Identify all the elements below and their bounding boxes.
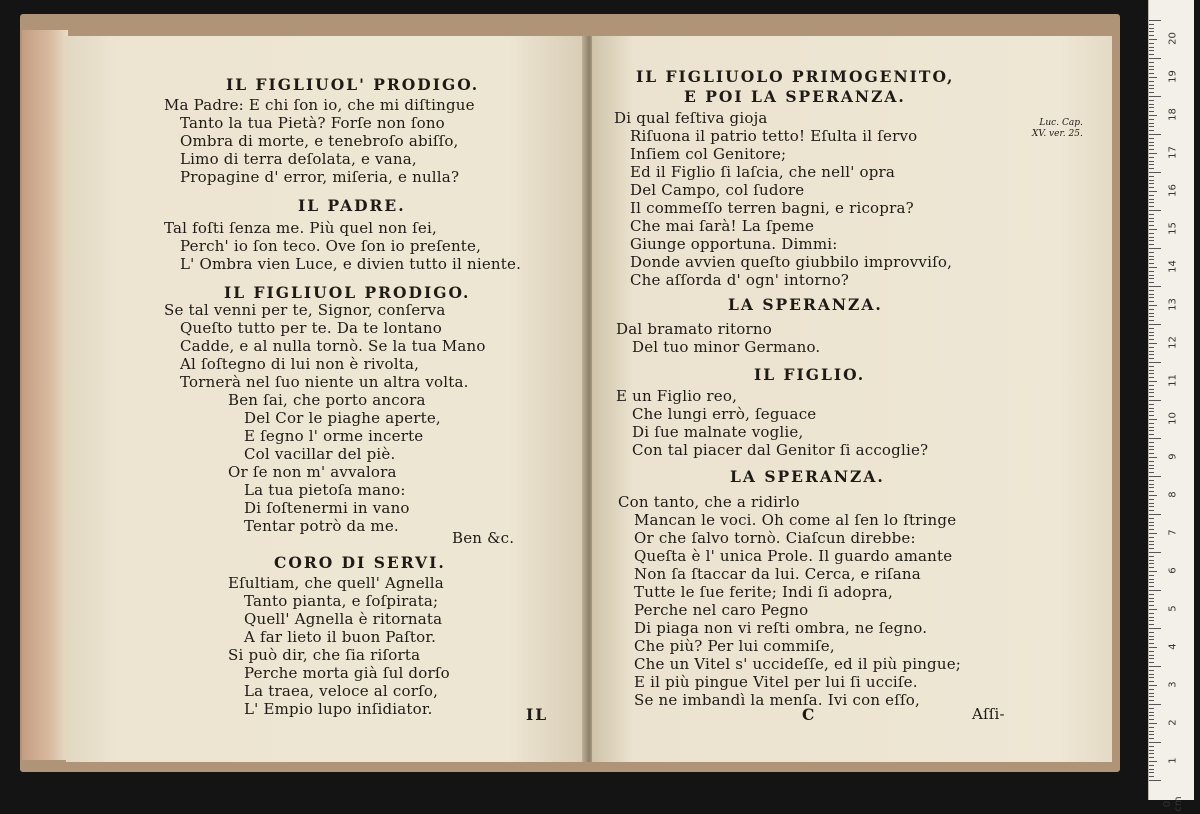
ruler-tick [1149, 157, 1154, 158]
ruler-tick [1149, 335, 1154, 336]
ruler-tick [1149, 389, 1154, 390]
verse-line: Tentar potrò da me. [244, 517, 399, 535]
ruler-tick [1149, 267, 1157, 268]
ruler-number: 5 [1167, 605, 1179, 612]
ruler-tick [1149, 408, 1154, 409]
heading-line: IL FIGLIUOL' PRODIGO. [226, 75, 480, 94]
ruler-tick [1149, 343, 1157, 344]
ruler-tick [1149, 582, 1154, 583]
ruler-tick [1149, 727, 1154, 728]
verse-line: Riſuona il patrio tetto! Eſulta il ſervo [630, 127, 918, 145]
ruler-tick [1149, 107, 1154, 108]
ruler-number: 6 [1167, 567, 1179, 574]
margin-note-line-2: XV. ver. 25. [1032, 129, 1083, 139]
heading-line: IL FIGLIUOL PRODIGO. [224, 283, 471, 302]
ruler-tick [1149, 43, 1154, 44]
verse-line: Il commeſſo terren bagni, e ricopra? [630, 199, 914, 217]
ruler-tick [1149, 430, 1154, 431]
ruler-tick [1149, 199, 1154, 200]
ruler-tick [1149, 457, 1157, 458]
ruler-tick [1149, 259, 1154, 260]
left-page [66, 36, 586, 762]
ruler-tick [1149, 183, 1154, 184]
ruler-tick [1149, 282, 1154, 283]
ruler-tick [1149, 529, 1154, 530]
verse-line: Che aſſorda d' ogn' intorno? [630, 271, 850, 289]
ruler-tick [1149, 233, 1154, 234]
ruler-tick [1149, 218, 1154, 219]
ruler-number: 17 [1167, 146, 1179, 159]
ruler-tick [1149, 400, 1161, 401]
verse-line: Di qual feſtiva gioja [614, 109, 768, 127]
ruler-tick [1149, 757, 1154, 758]
ruler-tick [1149, 153, 1157, 154]
ruler-tick [1149, 366, 1154, 367]
ruler-number: 1 [1167, 757, 1179, 764]
ruler-tick [1149, 738, 1154, 739]
ruler-tick [1149, 449, 1154, 450]
ruler-tick [1149, 533, 1157, 534]
ruler-tick [1149, 126, 1154, 127]
ruler-tick [1149, 354, 1154, 355]
verse-line: Eſultiam, che quell' Agnella [228, 574, 444, 592]
ruler-tick [1149, 499, 1154, 500]
ruler-tick [1149, 548, 1154, 549]
ruler-tick [1149, 674, 1154, 675]
ruler-tick [1149, 442, 1154, 443]
cover-edge [22, 30, 68, 760]
verse-line: Ben &c. [452, 529, 515, 547]
ruler-tick [1149, 415, 1154, 416]
ruler-tick [1149, 666, 1161, 667]
ruler-tick [1149, 419, 1157, 420]
verse-line: Di ſoſtenermi in vano [244, 499, 410, 517]
verse-line: Che un Vitel s' uccideſſe, ed il più pingue; [634, 655, 962, 673]
ruler-tick [1149, 628, 1161, 629]
ruler-tick [1149, 423, 1154, 424]
verse-line: L' Empio lupo inſidiator. [244, 700, 433, 718]
ruler-tick [1149, 624, 1154, 625]
ruler-tick [1149, 700, 1154, 701]
ruler-tick [1149, 662, 1154, 663]
ruler-tick [1149, 176, 1154, 177]
ruler-tick [1149, 305, 1157, 306]
ruler-number: 0 cm [1162, 796, 1184, 812]
ruler-tick [1149, 123, 1154, 124]
ruler-tick [1149, 225, 1154, 226]
ruler-tick [1149, 100, 1154, 101]
verse-line: Perch' io ſon teco. Ove ſon io preſente, [180, 237, 482, 255]
ruler-tick [1149, 639, 1154, 640]
heading-line: LA SPERANZA. [728, 295, 883, 314]
ruler-tick [1149, 556, 1154, 557]
ruler-tick [1149, 765, 1154, 766]
ruler-tick [1149, 438, 1161, 439]
ruler-tick [1149, 651, 1154, 652]
ruler-tick [1149, 708, 1154, 709]
ruler-tick [1149, 309, 1154, 310]
verse-line: Se ne imbandì la menſa. Ivi con eſſo, [634, 691, 920, 709]
verse-line: Aſſi- [972, 705, 1005, 723]
ruler-tick [1149, 761, 1157, 762]
ruler-tick [1149, 221, 1154, 222]
ruler-tick [1149, 351, 1154, 352]
verse-line: Queſta è l' unica Prole. Il guardo amante [634, 547, 953, 565]
ruler-tick [1149, 647, 1157, 648]
ruler-tick [1149, 130, 1154, 131]
heading-line: IL PADRE. [298, 196, 406, 215]
ruler-number: 11 [1167, 374, 1179, 387]
verse-line: Del tuo minor Germano. [632, 338, 821, 356]
ruler-tick [1149, 240, 1154, 241]
verse-line: Tornerà nel ſuo niente un altra volta. [180, 373, 469, 391]
ruler-tick [1149, 85, 1154, 86]
verse-line: Tanto pianta, e ſoſpirata; [244, 592, 439, 610]
ruler-tick [1149, 66, 1154, 67]
ruler-tick [1149, 734, 1154, 735]
ruler-tick [1149, 237, 1154, 238]
verse-line: Mancan le voci. Oh come al ſen lo ſtringe [634, 511, 957, 529]
verse-line: Donde avvien queſto giubbilo improvviſo, [630, 253, 953, 271]
ruler-tick [1149, 275, 1154, 276]
ruler-number: 15 [1167, 222, 1179, 235]
ruler-tick [1149, 772, 1154, 773]
ruler-tick [1149, 20, 1161, 21]
ruler-number: 13 [1167, 298, 1179, 311]
ruler-tick [1149, 252, 1154, 253]
heading-line: IL FIGLIO. [754, 365, 866, 384]
ruler-tick [1149, 575, 1154, 576]
verse-line: A far lieto il buon Paſtor. [244, 628, 437, 646]
ruler-tick [1149, 780, 1161, 781]
ruler-tick [1149, 525, 1154, 526]
ruler-tick [1149, 579, 1154, 580]
ruler-tick [1149, 142, 1154, 143]
ruler-tick [1149, 472, 1154, 473]
ruler-tick [1149, 256, 1154, 257]
ruler-tick [1149, 210, 1161, 211]
verse-line: Del Cor le piaghe aperte, [244, 409, 441, 427]
heading-line: E POI LA SPERANZA. [684, 87, 906, 106]
ruler-tick [1149, 541, 1154, 542]
ruler-tick [1149, 138, 1154, 139]
verse-line: Del Campo, col ſudore [630, 181, 805, 199]
ruler-tick [1149, 145, 1154, 146]
verse-line: Ben ſai, che porto ancora [228, 391, 426, 409]
ruler-tick [1149, 39, 1157, 40]
ruler-tick [1149, 392, 1154, 393]
ruler-tick [1149, 480, 1154, 481]
ruler-tick [1149, 180, 1154, 181]
ruler-tick [1149, 468, 1154, 469]
verse-line: Che più? Per lui commiſe, [634, 637, 835, 655]
ruler-tick [1149, 617, 1154, 618]
ruler-tick [1149, 77, 1157, 78]
ruler-tick [1149, 172, 1161, 173]
heading-line: IL FIGLIUOLO PRIMOGENITO, [636, 67, 955, 86]
ruler-tick [1149, 689, 1154, 690]
ruler-tick [1149, 313, 1154, 314]
verse-line: Tal foſti ſenza me. Più quel non ſei, [164, 219, 437, 237]
ruler-tick [1149, 753, 1154, 754]
ruler-tick [1149, 81, 1154, 82]
ruler-tick [1149, 491, 1154, 492]
verse-line: E un Figlio reo, [616, 387, 738, 405]
ruler-tick [1149, 328, 1154, 329]
verse-line: Ombra di morte, e tenebroſo abiſſo, [180, 132, 459, 150]
ruler-tick [1149, 195, 1154, 196]
ruler-tick [1149, 358, 1154, 359]
ruler-tick [1149, 719, 1154, 720]
heading-line: C [802, 705, 817, 724]
ruler-tick [1149, 286, 1161, 287]
verse-line: Se tal venni per te, Signor, conſerva [164, 301, 446, 319]
ruler-tick [1149, 712, 1154, 713]
ruler-number: 9 [1167, 453, 1179, 460]
heading-line: CORO DI SERVI. [274, 553, 446, 572]
ruler-tick [1149, 92, 1154, 93]
ruler-tick [1149, 681, 1154, 682]
verse-line: Dal bramato ritorno [616, 320, 772, 338]
ruler-tick [1149, 248, 1161, 249]
heading-line: IL [526, 705, 549, 724]
heading-line: LA SPERANZA. [730, 467, 885, 486]
ruler-tick [1149, 609, 1157, 610]
measurement-ruler [1148, 0, 1194, 812]
ruler-tick [1149, 88, 1154, 89]
ruler-tick [1149, 598, 1154, 599]
verse-line: Propagine d' error, miſeria, e nulla? [180, 168, 460, 186]
ruler-tick [1149, 373, 1154, 374]
ruler-tick [1149, 461, 1154, 462]
ruler-tick [1149, 643, 1154, 644]
ruler-tick [1149, 290, 1154, 291]
verse-line: Perche morta già ſul dorſo [244, 664, 450, 682]
ruler-tick [1149, 544, 1154, 545]
ruler-tick [1149, 446, 1154, 447]
verse-line: Di piaga non vi reſti ombra, ne ſegno. [634, 619, 928, 637]
ruler-tick [1149, 503, 1154, 504]
ruler-tick [1149, 134, 1161, 135]
margin-note [1032, 118, 1083, 140]
ruler-tick [1149, 723, 1157, 724]
ruler-tick [1149, 552, 1161, 553]
ruler-tick [1149, 670, 1154, 671]
ruler-tick [1149, 301, 1154, 302]
ruler-tick [1149, 58, 1161, 59]
ruler-number: 14 [1167, 260, 1179, 273]
ruler-tick [1149, 776, 1154, 777]
ruler-tick [1149, 347, 1154, 348]
ruler-tick [1149, 514, 1161, 515]
verse-line: Di ſue malnate voglie, [632, 423, 804, 441]
verse-line: Tutte le ſue ferite; Indi ſi adopra, [634, 583, 893, 601]
ruler-tick [1149, 54, 1154, 55]
ruler-tick [1149, 214, 1154, 215]
ruler-tick [1149, 655, 1154, 656]
ruler-tick [1149, 427, 1154, 428]
ruler-tick [1149, 385, 1154, 386]
ruler-tick [1149, 115, 1157, 116]
ruler-tick [1149, 506, 1154, 507]
ruler-number: 3 [1167, 681, 1179, 688]
ruler-tick [1149, 73, 1154, 74]
ruler-tick [1149, 769, 1154, 770]
verse-line: Quell' Agnella è ritornata [244, 610, 443, 628]
ruler-tick [1149, 168, 1154, 169]
ruler-tick [1149, 476, 1161, 477]
verse-line: La traea, veloce al corſo, [244, 682, 439, 700]
ruler-tick [1149, 537, 1154, 538]
ruler-tick [1149, 522, 1154, 523]
ruler-tick [1149, 613, 1154, 614]
ruler-tick [1149, 339, 1154, 340]
ruler-number: 7 [1167, 529, 1179, 536]
ruler-number: 4 [1167, 643, 1179, 650]
verse-line: Si può dir, che ſia riſorta [228, 646, 421, 664]
ruler-tick [1149, 465, 1154, 466]
ruler-tick [1149, 96, 1161, 97]
ruler-tick [1149, 567, 1154, 568]
ruler-tick [1149, 28, 1154, 29]
ruler-tick [1149, 31, 1154, 32]
ruler-tick [1149, 560, 1154, 561]
ruler-tick [1149, 594, 1154, 595]
ruler-tick [1149, 487, 1154, 488]
ruler-tick [1149, 370, 1154, 371]
ruler-tick [1149, 396, 1154, 397]
ruler-tick [1149, 563, 1154, 564]
verse-line: Tanto la tua Pietà? Forſe non ſono [180, 114, 445, 132]
margin-note-line-1: Luc. Cap. [1039, 118, 1083, 128]
ruler-number: 10 [1167, 412, 1179, 425]
ruler-tick [1149, 161, 1154, 162]
ruler-tick [1149, 377, 1154, 378]
verse-line: Ed il Figlio ſi laſcia, che nell' opra [630, 163, 896, 181]
ruler-tick [1149, 50, 1154, 51]
verse-line: Non ſa ſtaccar da lui. Cerca, e riſana [634, 565, 921, 583]
ruler-tick [1149, 244, 1154, 245]
ruler-tick [1149, 434, 1154, 435]
verse-line: Con tal piacer dal Genitor ſi accoglie? [632, 441, 929, 459]
ruler-tick [1149, 35, 1154, 36]
verse-line: La tua pietoſa mano: [244, 481, 406, 499]
ruler-number: 20 [1167, 32, 1179, 45]
ruler-tick [1149, 632, 1154, 633]
verse-line: Con tanto, che a ridirlo [618, 493, 800, 511]
ruler-tick [1149, 658, 1154, 659]
ruler-tick [1149, 332, 1154, 333]
ruler-number: 19 [1167, 70, 1179, 83]
ruler-number: 2 [1167, 719, 1179, 726]
verse-line: E il più pingue Vitel per lui ſi ucciſe. [634, 673, 918, 691]
ruler-tick [1149, 263, 1154, 264]
verse-line: Cadde, e al nulla tornò. Se la tua Mano [180, 337, 486, 355]
right-page [592, 36, 1112, 762]
ruler-tick [1149, 362, 1161, 363]
ruler-tick [1149, 704, 1161, 705]
verse-line: Ma Padre: E chi ſon io, che mi diſtingue [164, 96, 475, 114]
verse-line: Perche nel caro Pegno [634, 601, 809, 619]
ruler-tick [1149, 636, 1154, 637]
ruler-tick [1149, 731, 1154, 732]
ruler-tick [1149, 685, 1157, 686]
verse-line: Queſto tutto per te. Da te lontano [180, 319, 442, 337]
verse-line: Limo di terra deſolata, e vana, [180, 150, 417, 168]
ruler-tick [1149, 149, 1154, 150]
verse-line: Che mai ſarà! La ſpeme [630, 217, 815, 235]
ruler-tick [1149, 605, 1154, 606]
ruler-tick [1149, 164, 1154, 165]
ruler-tick [1149, 24, 1154, 25]
ruler-tick [1149, 187, 1154, 188]
verse-line: Che lungi errò, ſeguace [632, 405, 817, 423]
ruler-tick [1149, 297, 1154, 298]
ruler-tick [1149, 69, 1154, 70]
ruler-tick [1149, 229, 1157, 230]
ruler-tick [1149, 119, 1154, 120]
ruler-tick [1149, 453, 1154, 454]
ruler-tick [1149, 750, 1154, 751]
verse-line: E ſegno l' orme incerte [244, 427, 424, 445]
ruler-tick [1149, 693, 1154, 694]
ruler-tick [1149, 510, 1154, 511]
ruler-tick [1149, 715, 1154, 716]
verse-line: Col vacillar del piè. [244, 445, 396, 463]
ruler-tick [1149, 495, 1157, 496]
verse-line: Al ſoſtegno di lui non è rivolta, [180, 355, 420, 373]
ruler-tick [1149, 206, 1154, 207]
verse-line: L' Ombra vien Luce, e divien tutto il niente. [180, 255, 522, 273]
ruler-tick [1149, 411, 1154, 412]
ruler-number: 18 [1167, 108, 1179, 121]
ruler-tick [1149, 601, 1154, 602]
ruler-tick [1149, 404, 1154, 405]
ruler-number: 16 [1167, 184, 1179, 197]
ruler-number: 8 [1167, 491, 1179, 498]
verse-line: Or che ſalvo tornò. Ciaſcun direbbe: [634, 529, 916, 547]
ruler-tick [1149, 518, 1154, 519]
ruler-tick [1149, 278, 1154, 279]
ruler-tick [1149, 590, 1161, 591]
ruler-tick [1149, 320, 1154, 321]
ruler-tick [1149, 104, 1154, 105]
ruler-tick [1149, 696, 1154, 697]
ruler-tick [1149, 484, 1154, 485]
verse-line: Or ſe non m' avvalora [228, 463, 397, 481]
ruler-tick [1149, 62, 1154, 63]
ruler-tick [1149, 324, 1161, 325]
verse-line: Giunge opportuna. Dimmi: [630, 235, 838, 253]
ruler-tick [1149, 316, 1154, 317]
ruler-tick [1149, 586, 1154, 587]
ruler-tick [1149, 191, 1157, 192]
verse-line: Inſiem col Genitore; [630, 145, 787, 163]
ruler-tick [1149, 620, 1154, 621]
ruler-tick [1149, 571, 1157, 572]
ruler-tick [1149, 202, 1154, 203]
ruler-tick [1149, 381, 1157, 382]
ruler-tick [1149, 111, 1154, 112]
ruler-tick [1149, 746, 1154, 747]
ruler-number: 12 [1167, 336, 1179, 349]
ruler-tick [1149, 677, 1154, 678]
ruler-tick [1149, 294, 1154, 295]
ruler-tick [1149, 742, 1161, 743]
ruler-tick [1149, 271, 1154, 272]
ruler-tick [1149, 47, 1154, 48]
